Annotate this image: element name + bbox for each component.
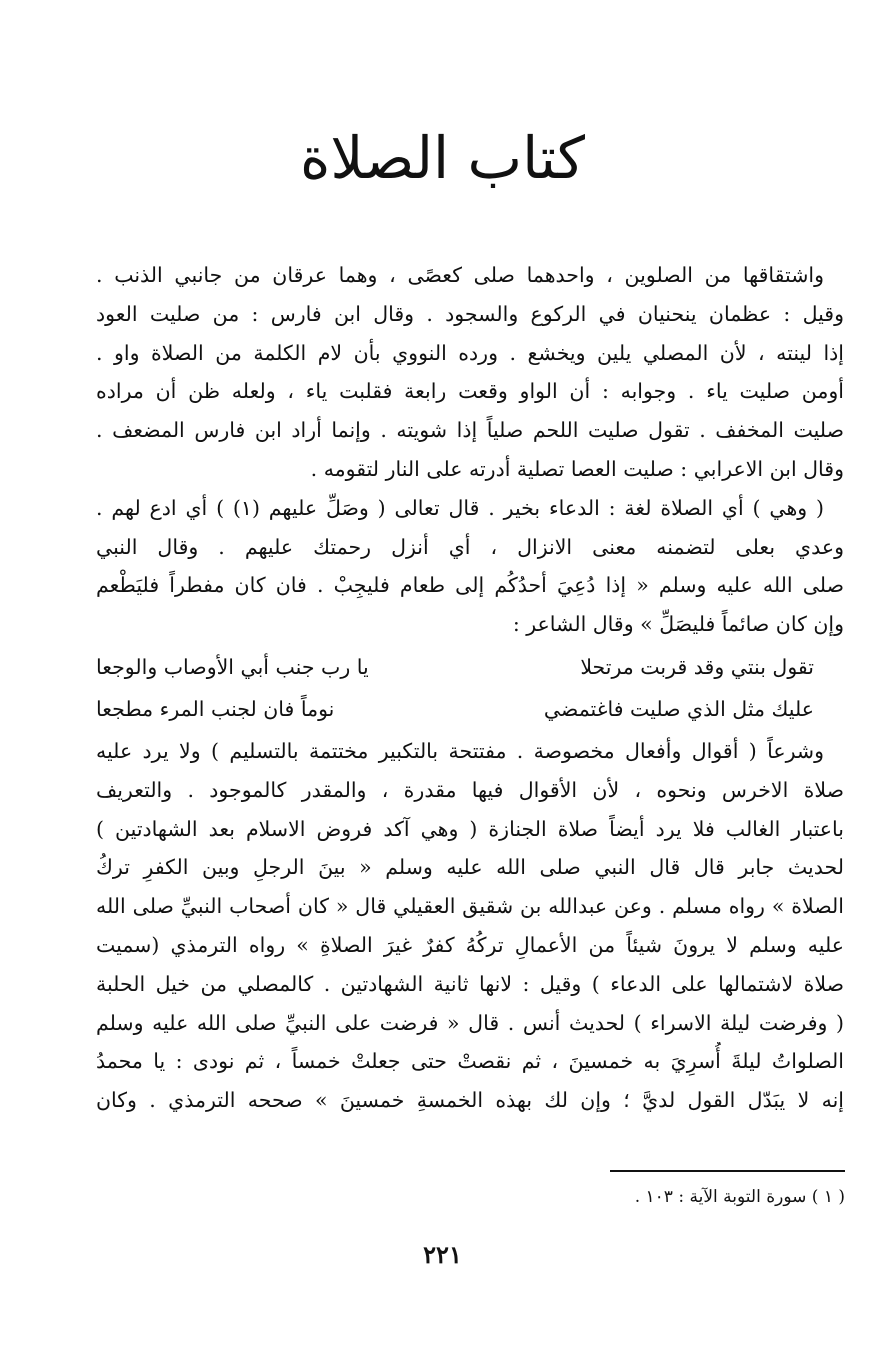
poem-second-hemistich: يا رب جنب أبي الأوصاب والوجعا bbox=[96, 654, 369, 679]
text-line: وعدي بعلى لتضمنه معنى الانزال ، أي أنزل رحمتك عليهم . وقال النبي bbox=[96, 534, 844, 559]
text-line: عليه وسلم لا يرونَ شيئاً من الأعمالِ تركُهُ كفرٌ غيرَ الصلاةِ » رواه الترمذي (سميت bbox=[96, 932, 844, 957]
body-text bbox=[96, 256, 844, 1120]
poem-block bbox=[96, 646, 844, 730]
text-line: الصلاة » رواه مسلم . وعن عبدالله بن شقيق العقيلي قال « كان أصحاب النبيِّ صلى الله bbox=[96, 894, 844, 919]
text-line: صلى الله عليه وسلم « إذا دُعِيَ أحدُكُم إلى طعام فليجِبْ . فان كان مفطراً فليَطْعم bbox=[96, 573, 844, 598]
poem-first-hemistich: تقول بنتي وقد قربت مرتحلا bbox=[580, 654, 814, 679]
text-line: صلاة لاشتمالها على الدعاء ) وقيل : لانها ثانية الشهادتين . كالمصلي من خيل الحلبة bbox=[96, 971, 844, 996]
text-line: ( وفرضت ليلة الاسراء ) لحديث أنس . قال « فرضت على النبيِّ صلى الله عليه وسلم bbox=[96, 1010, 844, 1035]
poem-verse bbox=[96, 688, 844, 730]
page-number: ٢٢١ bbox=[423, 1240, 462, 1269]
footnote-divider bbox=[610, 1170, 845, 1172]
poem-second-hemistich: نوماً فان لجنب المرء مطجعا bbox=[96, 696, 335, 721]
text-line: صلاة الاخرس ونحوه ، لأن الأقوال فيها مقدرة ، والمقدر كالموجود . والتعريف bbox=[96, 777, 844, 802]
chapter-title: كتاب الصلاة bbox=[300, 124, 585, 192]
text-line: صليت المخفف . تقول صليت اللحم صلياً إذا شويته . وإنما أراد ابن فارس المضعف . bbox=[96, 418, 844, 443]
text-line: وشرعاً ( أقوال وأفعال مخصوصة . مفتتحة بالتكبير مختتمة بالتسليم ) ولا يرد عليه bbox=[96, 738, 824, 763]
footnote: ( ١ ) سورة التوبة الآية : ١٠٣ . bbox=[634, 1187, 845, 1207]
text-line: وقال ابن الاعرابي : صليت العصا تصلية أدرته على النار لتقومه . bbox=[310, 456, 844, 481]
poem-verse bbox=[96, 646, 844, 688]
text-line: باعتبار الغالب فلا يرد أيضاً صلاة الجنازة ( وهي آكد فروض الاسلام بعد الشهادتين ) bbox=[96, 816, 844, 841]
text-line: إنه لا يبَدّل القول لديَّ ؛ وإن لك بهذه الخمسةِ خمسينَ » صححه الترمذي . وكان bbox=[96, 1088, 844, 1113]
text-line: أومن صليت ياء . وجوابه : أن الواو وقعت رابعة فقلبت ياء ، ولعله ظن أن مراده bbox=[96, 379, 844, 404]
text-line: إذا لينته ، لأن المصلي يلين ويخشع . ورده النووي بأن لام الكلمة من الصلاة واو . bbox=[96, 340, 844, 365]
text-line: واشتقاقها من الصلوين ، واحدهما صلى كعصًى ، وهما عرقان من جانبي الذنب . bbox=[96, 263, 824, 287]
poem-first-hemistich: عليك مثل الذي صليت فاغتمضي bbox=[543, 696, 814, 721]
text-line: الصلواتُ ليلةَ أُسرِيَ به خمسينَ ، ثم نقصتْ حتى جعلتْ خمساً ، ثم نودى : يا محمدُ bbox=[96, 1049, 844, 1074]
text-line: لحديث جابر قال قال النبي صلى الله عليه وسلم « بينَ الرجلِ وبين الكفرِ تركُ bbox=[96, 855, 844, 880]
text-line: ( وهي ) أي الصلاة لغة : الدعاء بخير . قال تعالى ( وصَلِّ عليهم (١) ) أي ادع لهم . bbox=[96, 495, 825, 520]
text-line: وإن كان صائماً فليصَلِّ » وقال الشاعر : bbox=[512, 612, 844, 637]
text-line: وقيل : عظمان ينحنيان في الركوع والسجود . وقال ابن فارس : من صليت العود bbox=[96, 301, 844, 326]
